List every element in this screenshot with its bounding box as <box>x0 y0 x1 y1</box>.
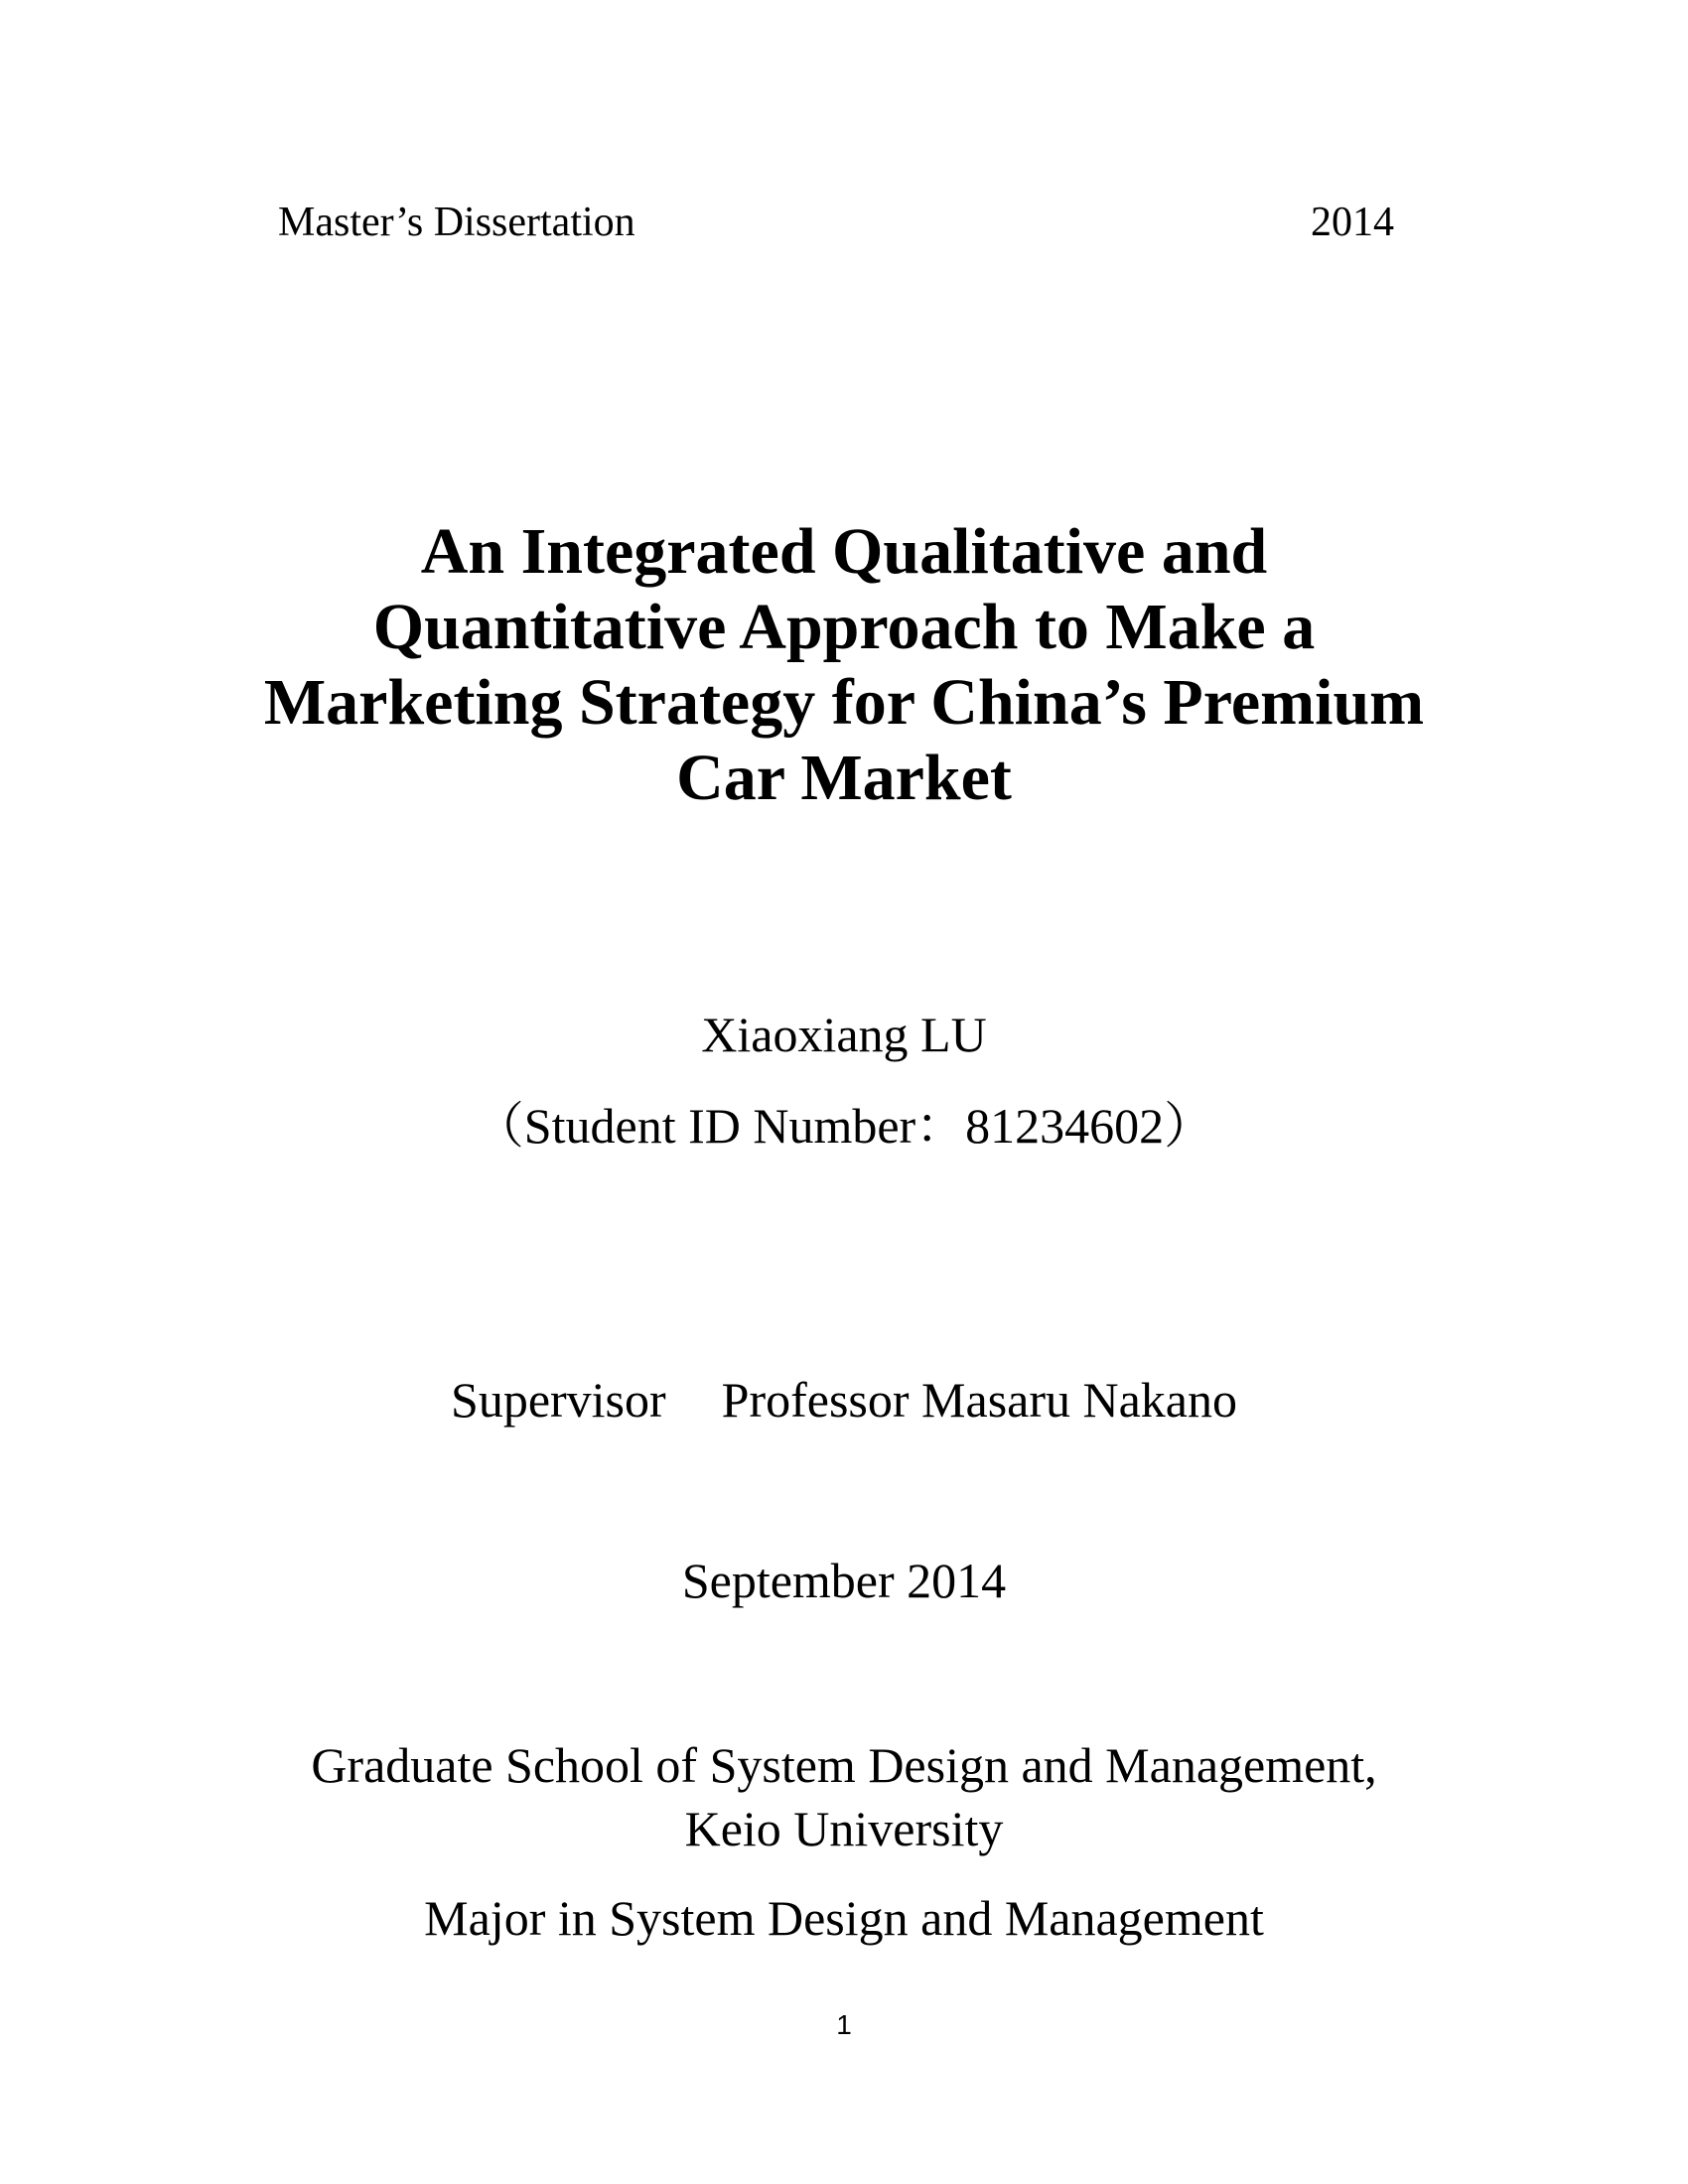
title-line-4: Car Market <box>676 742 1012 814</box>
supervisor-label: Supervisor <box>451 1372 666 1428</box>
author-name: Xiaoxiang LU <box>701 1007 987 1062</box>
title-line-1: An Integrated Qualitative and <box>420 515 1268 588</box>
supervisor-line <box>0 1368 1688 1432</box>
student-id: （Student ID Number：81234602） <box>474 1098 1214 1154</box>
major-name: Major in System Design and Management <box>424 1890 1264 1946</box>
header-year: 2014 <box>1311 200 1394 245</box>
page-number: 1 <box>836 2009 852 2040</box>
header-document-type: Master’s Dissertation <box>278 200 635 245</box>
title-line-2: Quantitative Approach to Make a <box>372 591 1316 663</box>
title-line-3: Marketing Strategy for China’s Premium <box>263 666 1425 739</box>
submission-date: September 2014 <box>681 1553 1007 1608</box>
supervisor-name: Professor Masaru Nakano <box>721 1372 1237 1428</box>
university-name: Keio University <box>684 1801 1004 1856</box>
school-name: Graduate School of System Design and Management, <box>311 1737 1377 1793</box>
